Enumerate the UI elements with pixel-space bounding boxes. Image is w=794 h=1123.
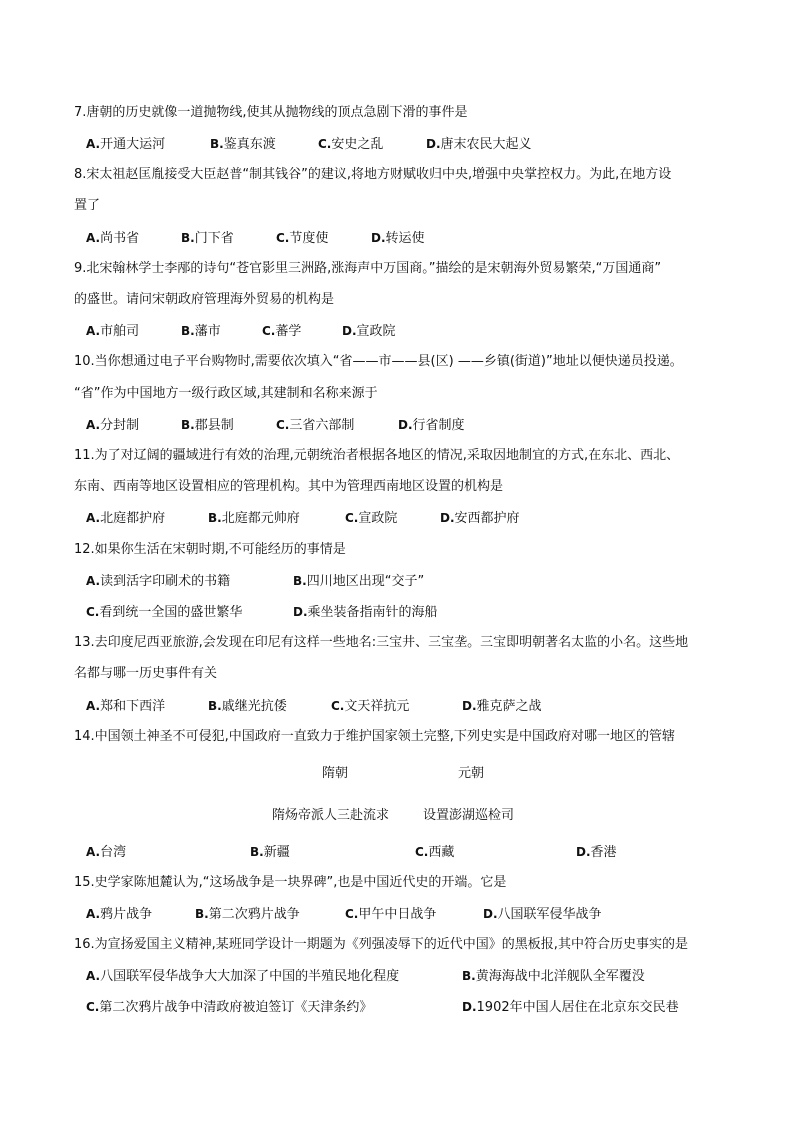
q16-option-c[interactable]: C.第二次鸦片战争中清政府被迫签订《天津条约》 xyxy=(86,1000,373,1015)
question-9-stem-cont: 的盛世。请问宋朝政府管理海外贸易的机构是 xyxy=(74,292,335,307)
q8-option-c[interactable]: C.节度使 xyxy=(276,231,329,246)
q7-option-a[interactable]: A.开通大运河 xyxy=(86,137,166,152)
q12-option-a[interactable]: A.读到活字印刷术的书籍 xyxy=(86,574,231,589)
question-8-stem-cont: 置了 xyxy=(74,198,101,213)
q12-option-c[interactable]: C.看到统一全国的盛世繁华 xyxy=(86,605,243,620)
q14-table-header-yuan: 元朝 xyxy=(458,766,485,781)
q16-option-b[interactable]: B.黄海海战中北洋舰队全军覆没 xyxy=(462,969,645,984)
q16-option-d[interactable]: D.1902年中国人居住在北京东交民巷 xyxy=(462,1000,679,1015)
q14-table-cell-sui: 隋炀帝派人三赴流求 xyxy=(272,808,390,823)
q14-table-cell-yuan: 设置澎湖巡检司 xyxy=(423,808,515,823)
q15-option-b[interactable]: B.第二次鸦片战争 xyxy=(195,907,300,922)
question-12-stem: 12.如果你生活在宋朝时期,不可能经历的事情是 xyxy=(74,542,346,557)
q10-option-d[interactable]: D.行省制度 xyxy=(398,418,465,433)
q12-option-d[interactable]: D.乘坐装备指南针的海船 xyxy=(293,605,438,620)
question-11-stem-cont: 东南、西南等地区设置相应的管理机构。其中为管理西南地区设置的机构是 xyxy=(74,479,504,494)
question-16-stem: 16.为宣扬爱国主义精神,某班同学设计一期题为《列强凌辱下的近代中国》的黑板报,其中符合历史事实的是 xyxy=(74,937,688,952)
q11-option-a[interactable]: A.北庭都护府 xyxy=(86,511,166,526)
q15-option-c[interactable]: C.甲午中日战争 xyxy=(345,907,437,922)
q13-option-c[interactable]: C.文天祥抗元 xyxy=(331,699,410,714)
q10-option-c[interactable]: C.三省六部制 xyxy=(276,418,355,433)
q15-option-d[interactable]: D.八国联军侵华战争 xyxy=(483,907,602,922)
q12-option-b[interactable]: B.四川地区出现“交子” xyxy=(293,574,425,589)
q13-option-a[interactable]: A.郑和下西洋 xyxy=(86,699,166,714)
q14-option-c[interactable]: C.西藏 xyxy=(415,845,455,860)
q7-option-d[interactable]: D.唐末农民大起义 xyxy=(426,137,532,152)
q7-option-b[interactable]: B.鉴真东渡 xyxy=(210,137,276,152)
q10-option-b[interactable]: B.郡县制 xyxy=(181,418,234,433)
q14-option-a[interactable]: A.台湾 xyxy=(86,845,127,860)
question-13-stem: 13.去印度尼西亚旅游,会发现在印尼有这样一些地名:三宝井、三宝垄。三宝即明朝著名太监的小名。这些地 xyxy=(74,635,689,650)
q14-table-header-sui: 隋朝 xyxy=(322,766,349,781)
question-14-stem: 14.中国领土神圣不可侵犯,中国政府一直致力于维护国家领土完整,下列史实是中国政府对哪一地区的管辖 xyxy=(74,729,675,744)
q9-option-c[interactable]: C.蕃学 xyxy=(262,324,302,339)
q8-option-b[interactable]: B.门下省 xyxy=(181,231,234,246)
q13-option-d[interactable]: D.雅克萨之战 xyxy=(462,699,542,714)
q15-option-a[interactable]: A.鸦片战争 xyxy=(86,907,153,922)
q14-option-b[interactable]: B.新疆 xyxy=(250,845,290,860)
q16-option-a[interactable]: A.八国联军侵华战争大大加深了中国的半殖民地化程度 xyxy=(86,969,400,984)
q8-option-a[interactable]: A.尚书省 xyxy=(86,231,140,246)
question-15-stem: 15.史学家陈旭麓认为,“这场战争是一块界碑”,也是中国近代史的开端。它是 xyxy=(74,875,507,890)
q10-option-a[interactable]: A.分封制 xyxy=(86,418,140,433)
q11-option-c[interactable]: C.宣政院 xyxy=(345,511,398,526)
question-10-stem-cont: “省”作为中国地方一级行政区域,其建制和名称来源于 xyxy=(74,386,378,401)
q9-option-a[interactable]: A.市舶司 xyxy=(86,324,140,339)
q11-option-b[interactable]: B.北庭都元帅府 xyxy=(208,511,300,526)
q14-option-d[interactable]: D.香港 xyxy=(576,845,617,860)
question-11-stem: 11.为了对辽阔的疆域进行有效的治理,元朝统治者根据各地区的情况,采取因地制宜的方式,在东北、西北、 xyxy=(74,448,680,463)
question-10-stem: 10.当你想通过电子平台购物时,需要依次填入“省——市——县(区) ——乡镇(街道)”地址以便快递员投递。 xyxy=(74,354,683,369)
q9-option-b[interactable]: B.藩市 xyxy=(181,324,221,339)
q9-option-d[interactable]: D.宣政院 xyxy=(342,324,396,339)
question-8-stem: 8.宋太祖赵匡胤接受大臣赵普“制其钱谷”的建议,将地方财赋收归中央,增强中央掌控权力。为此,在地方设 xyxy=(74,167,672,182)
q8-option-d[interactable]: D.转运使 xyxy=(371,231,425,246)
question-7-stem: 7.唐朝的历史就像一道抛物线,使其从抛物线的顶点急剧下滑的事件是 xyxy=(74,105,468,120)
q13-option-b[interactable]: B.戚继光抗倭 xyxy=(208,699,287,714)
question-9-stem: 9.北宋翰林学士李邴的诗句“苍官影里三洲路,涨海声中万国商。”描绘的是宋朝海外贸易繁荣,“万国通商” xyxy=(74,261,662,276)
question-13-stem-cont: 名都与哪一历史事件有关 xyxy=(74,666,218,681)
q11-option-d[interactable]: D.安西都护府 xyxy=(440,511,520,526)
q7-option-c[interactable]: C.安史之乱 xyxy=(318,137,384,152)
